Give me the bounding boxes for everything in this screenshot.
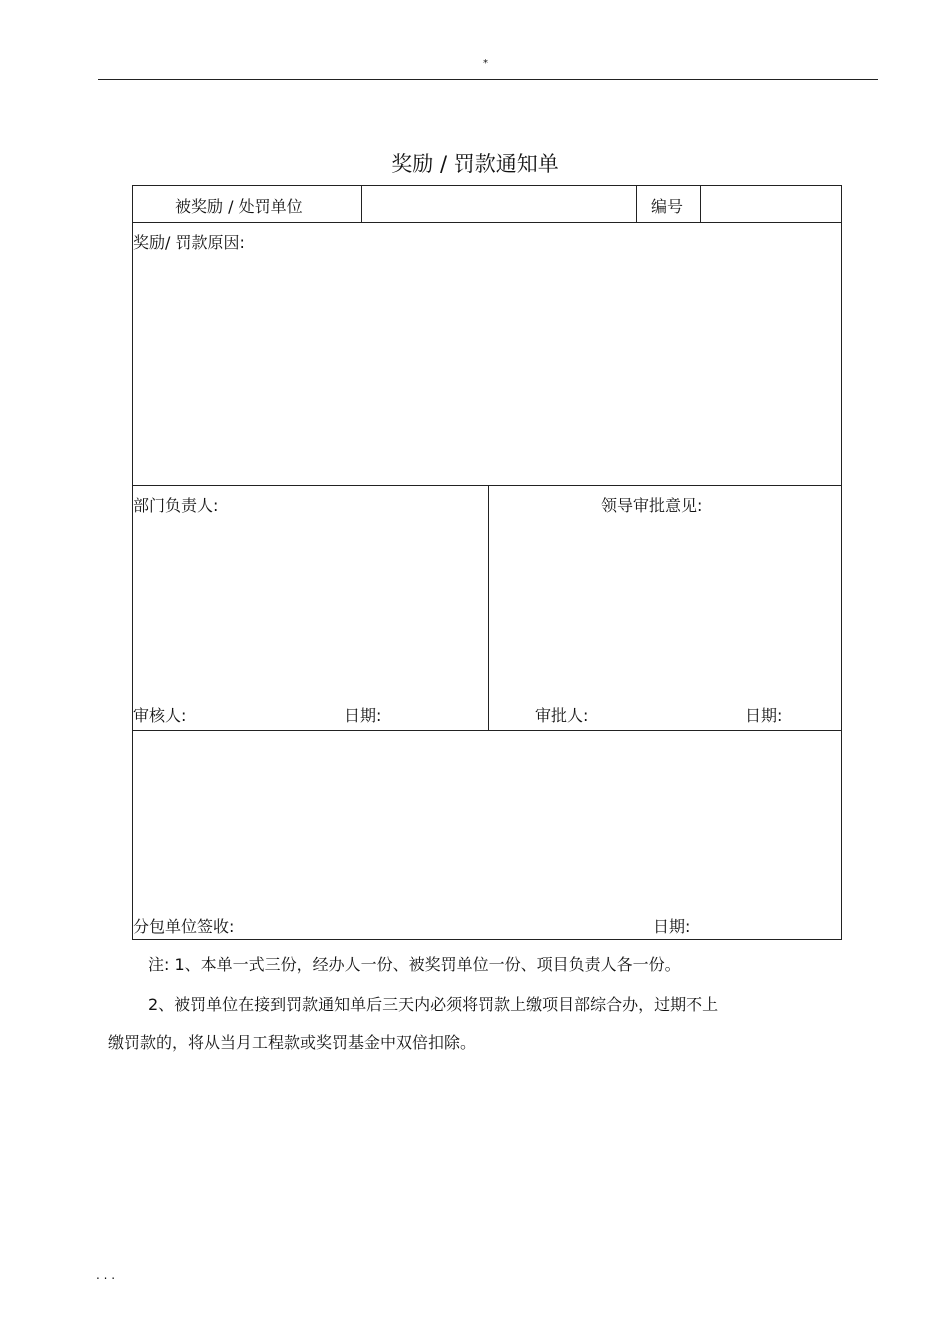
note-line-2: 2、被罚单位在接到罚款通知单后三天内必须将罚款上缴项目部综合办，过期不上 (148, 995, 719, 1014)
dept-head-label: 部门负责人: (133, 496, 219, 515)
header-mark: * (483, 58, 488, 69)
note-line-1: 注: 1、本单一式三份，经办人一份、被奖罚单位一份、项目负责人各一份。 (148, 955, 681, 974)
row-divider-1 (133, 222, 841, 223)
col-divider-number-value (700, 186, 701, 222)
reviewer-label: 审核人: (133, 706, 187, 725)
row-divider-3 (133, 730, 841, 731)
note-line-3: 缴罚款的，将从当月工程款或奖罚基金中双倍扣除。 (108, 1033, 477, 1052)
date-label-right: 日期: (745, 706, 783, 725)
row-divider-2 (133, 485, 841, 486)
col-divider-number-label (636, 186, 637, 222)
leader-opinion-label: 领导审批意见: (601, 496, 703, 515)
notice-form (132, 185, 842, 940)
unit-field[interactable] (369, 194, 629, 214)
header-rule (98, 79, 878, 80)
approver-label: 审批人: (535, 706, 589, 725)
date-label-bottom: 日期: (653, 917, 691, 936)
date-label-left: 日期: (344, 706, 382, 725)
footer-mark: . . . (96, 1268, 116, 1282)
unit-label: 被奖励 / 处罚单位 (175, 197, 303, 216)
col-divider-unit (361, 186, 362, 222)
number-label: 编号 (651, 197, 684, 216)
col-divider-approval (488, 485, 489, 730)
reason-label: 奖励/ 罚款原因: (133, 233, 245, 252)
number-field[interactable] (707, 194, 837, 214)
subcontractor-sign-label: 分包单位签收: (133, 917, 235, 936)
document-title: 奖励 / 罚款通知单 (391, 152, 559, 176)
